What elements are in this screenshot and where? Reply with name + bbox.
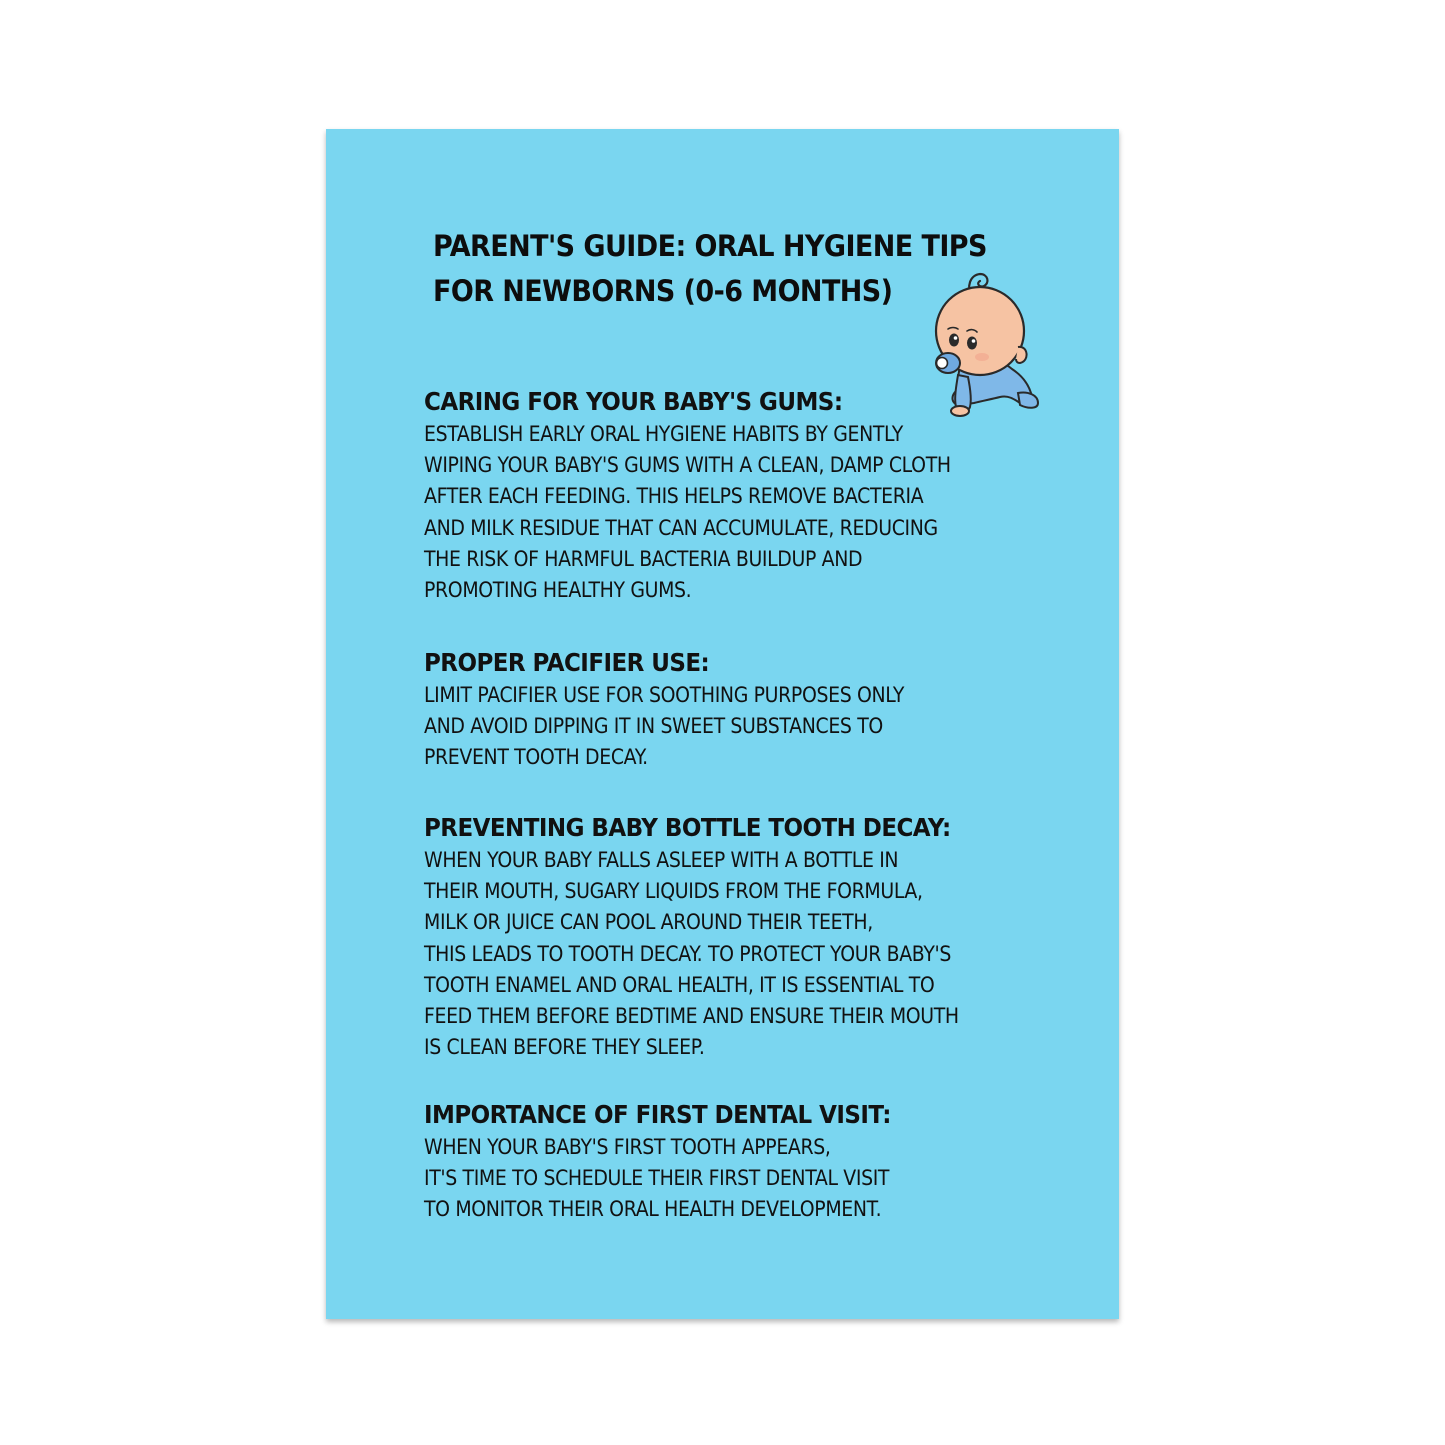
body-line: WHEN YOUR BABY'S FIRST TOOTH APPEARS, [424,1135,831,1159]
section-body [424,1132,1009,1226]
body-line: ESTABLISH EARLY ORAL HYGIENE HABITS BY GENTLY [424,422,903,446]
section-bottle-tooth-decay [424,811,1074,1063]
section-body [424,419,1009,606]
title-line-1: PARENT'S GUIDE: ORAL HYGIENE TIPS [433,229,987,263]
body-line: PREVENT TOOTH DECAY. [424,745,648,770]
body-line: THEIR MOUTH, SUGARY LIQUIDS FROM THE FORMULA, [424,879,923,904]
section-heading: PROPER PACIFIER USE: [424,648,710,677]
guide-title [433,224,991,314]
section-heading: IMPORTANCE OF FIRST DENTAL VISIT: [424,1100,891,1129]
body-line: THIS LEADS TO TOOTH DECAY. TO PROTECT YOUR BABY'S [424,941,952,966]
body-line: WHEN YOUR BABY FALLS ASLEEP WITH A BOTTLE IN [424,848,899,872]
section-body [424,845,1009,1063]
body-line: LIMIT PACIFIER USE FOR SOOTHING PURPOSES ONLY [424,683,905,707]
body-line: IT'S TIME TO SCHEDULE THEIR FIRST DENTAL VISIT [424,1166,890,1191]
body-line: AND AVOID DIPPING IT IN SWEET SUBSTANCES TO [424,714,883,739]
section-heading: CARING FOR YOUR BABY'S GUMS: [424,387,843,416]
section-caring-gums [424,385,1074,606]
body-line: PROMOTING HEALTHY GUMS. [424,578,692,603]
body-line: AND MILK RESIDUE THAT CAN ACCUMULATE, REDUCING [424,515,938,540]
title-line-2: FOR NEWBORNS (0-6 MONTHS) [433,274,893,308]
body-line: IS CLEAN BEFORE THEY SLEEP. [424,1035,705,1060]
body-line: THE RISK OF HARMFUL BACTERIA BUILDUP AND [424,546,863,571]
section-pacifier-use [424,646,1074,774]
guide-card [326,129,1119,1319]
section-first-dental-visit [424,1098,1074,1226]
section-heading: PREVENTING BABY BOTTLE TOOTH DECAY: [424,813,951,842]
body-line: FEED THEM BEFORE BEDTIME AND ENSURE THEIR MOUTH [424,1004,959,1029]
body-line: TOOTH ENAMEL AND ORAL HEALTH, IT IS ESSENTIAL TO [424,972,935,997]
section-body [424,680,1009,774]
body-line: MILK OR JUICE CAN POOL AROUND THEIR TEETH, [424,910,873,935]
body-line: WIPING YOUR BABY'S GUMS WITH A CLEAN, DAMP CLOTH [424,453,951,478]
body-line: AFTER EACH FEEDING. THIS HELPS REMOVE BACTERIA [424,484,924,509]
body-line: TO MONITOR THEIR ORAL HEALTH DEVELOPMENT. [424,1197,882,1222]
